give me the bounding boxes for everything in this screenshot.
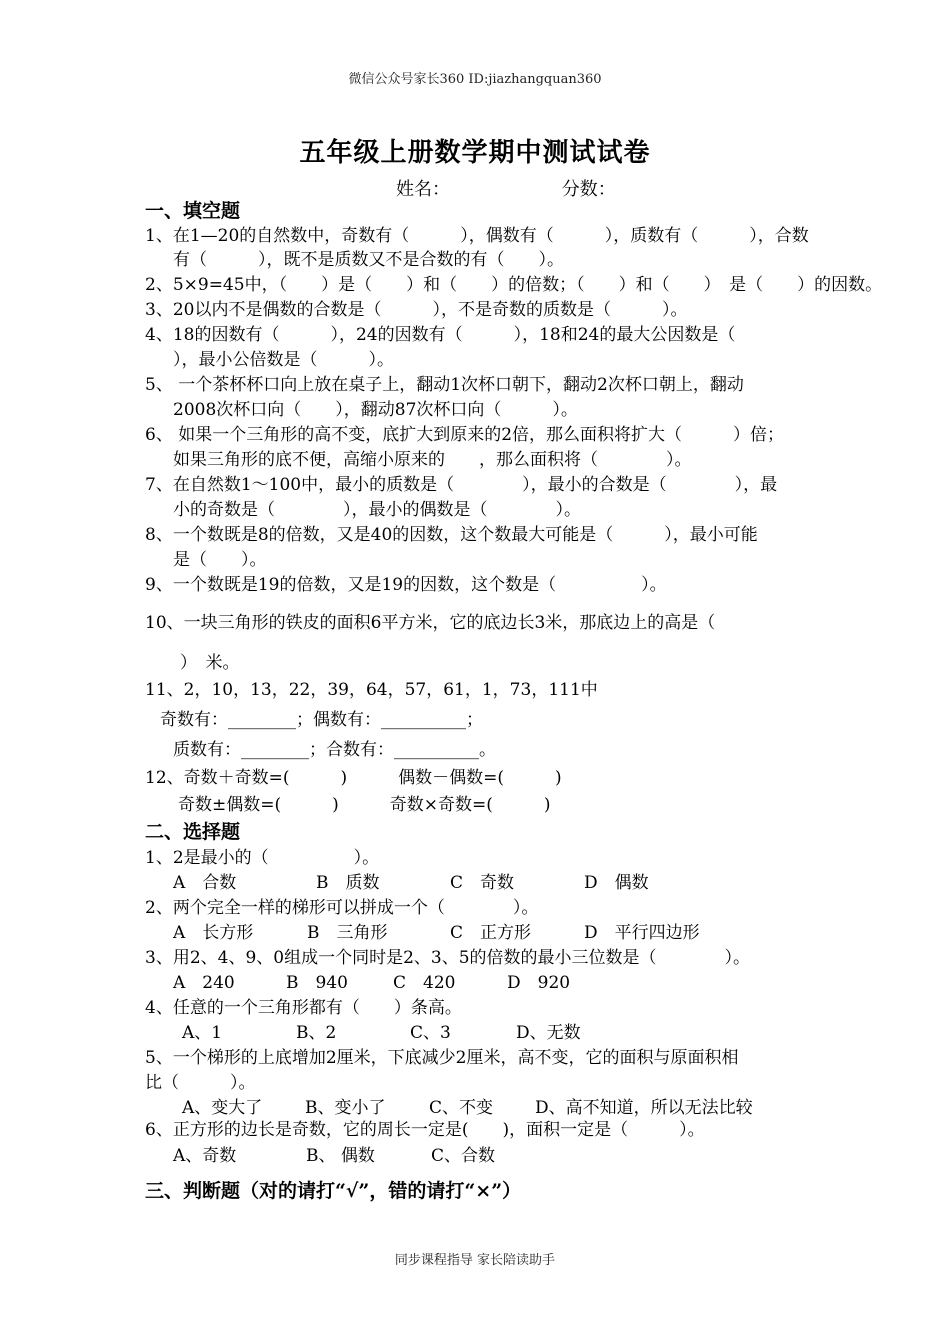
choice-5-options <box>182 1097 753 1119</box>
choice-option: A 合数 <box>173 873 237 893</box>
page-header: 微信公众号家长360 ID:jiazhangquan360 <box>348 72 602 87</box>
question-12-line-2: 奇数±偶数=( ) 奇数×奇数=( ) <box>178 795 551 815</box>
question-8-line-2: 是（ ）。 <box>173 550 267 570</box>
choice-option: D 平行四边形 <box>584 923 700 943</box>
choice-option: D、无数 <box>516 1023 581 1043</box>
choice-5-line-2: 比（ ）。 <box>145 1073 256 1093</box>
exam-title: 五年级上册数学期中测试试卷 <box>299 138 651 168</box>
choice-option: D 偶数 <box>584 873 649 893</box>
choice-option: B 三角形 <box>307 923 388 943</box>
choice-option: C、3 <box>410 1023 451 1043</box>
question-2: 2、5×9=45中，（ ）是（ ）和（ ）的倍数；（ ）和（ ） 是（ ）的因数。 <box>145 275 883 295</box>
name-label: 姓名： <box>396 179 450 200</box>
choice-option: B 质数 <box>316 873 380 893</box>
question-5-line-1: 5、 一个茶杯杯口向上放在桌子上，翻动1次杯口朝下，翻动2次杯口朝上，翻动 <box>145 375 744 395</box>
question-7-line-2: 小的奇数是（ ），最小的偶数是（ ）。 <box>173 500 581 520</box>
question-5-line-2: 2008次杯口向（ ），翻动87次杯口向（ ）。 <box>173 400 578 420</box>
page-footer: 同步课程指导 家长陪读助手 <box>394 1253 556 1268</box>
question-7-line-1: 7、在自然数1～100中，最小的质数是（ ），最小的合数是（ ），最 <box>145 475 778 495</box>
question-1-line-2: 有（ ），既不是质数又不是合数的有（ ）。 <box>173 250 564 270</box>
choice-option: B、变小了 <box>305 1098 386 1118</box>
choice-3-options <box>173 972 570 994</box>
section-multiple-choice: 二、选择题 <box>145 821 241 843</box>
question-9: 9、一个数既是19的倍数，又是19的因数，这个数是（ ）。 <box>145 575 667 595</box>
choice-5-line-1: 5、一个梯形的上底增加2厘米，下底减少2厘米，高不变，它的面积与原面积相 <box>145 1048 739 1068</box>
choice-option: A、变大了 <box>182 1098 263 1118</box>
choice-option: A、奇数 <box>173 1146 237 1166</box>
choice-2-options <box>173 922 700 944</box>
choice-6-options <box>173 1145 495 1167</box>
choice-3: 3、用2、4、9、0组成一个同时是2、3、5的倍数的最小三位数是（ ）。 <box>145 948 751 968</box>
choice-1-options <box>173 872 649 894</box>
question-6-line-1: 6、 如果一个三角形的高不变，底扩大到原来的2倍，那么面积将扩大（ ）倍； <box>145 425 785 445</box>
choice-option: C 正方形 <box>450 923 532 943</box>
section-true-false: 三、判断题（对的请打“√”，错的请打“×”） <box>145 1180 522 1202</box>
name-score-row <box>396 175 616 201</box>
question-11-prime-composite: 质数有：________；合数有：__________。 <box>173 740 496 760</box>
choice-option: B 940 <box>286 973 348 993</box>
choice-option: C 420 <box>393 973 456 993</box>
score-label: 分数： <box>561 179 616 200</box>
choice-option: A 240 <box>173 973 235 993</box>
choice-option: A 长方形 <box>173 923 254 943</box>
choice-4: 4、任意的一个三角形都有（ ）条高。 <box>145 998 462 1018</box>
choice-option: C 奇数 <box>450 873 515 893</box>
question-10-line-1: 10、一块三角形的铁皮的面积6平方米，它的底边长3米，那底边上的高是（ <box>145 613 716 633</box>
question-6-line-2: 如果三角形的底不便，高缩小原来的 ，那么面积将（ ）。 <box>173 450 692 470</box>
question-12-line-1: 12、奇数＋奇数=( ) 偶数－偶数=( ) <box>145 768 562 788</box>
choice-option: B、2 <box>296 1023 337 1043</box>
choice-option: C、合数 <box>431 1146 496 1166</box>
choice-option: D 920 <box>507 973 571 993</box>
question-1-line-1: 1、在1—20的自然数中，奇数有（ ），偶数有（ ），质数有（ ），合数 <box>145 226 809 246</box>
choice-2: 2、两个完全一样的梯形可以拼成一个（ ）。 <box>145 898 539 918</box>
question-3: 3、20以内不是偶数的合数是（ ），不是奇数的质数是（ ）。 <box>145 300 688 320</box>
question-11: 11、2，10，13，22，39，64，57，61，1，73，111中 <box>145 680 598 700</box>
question-8-line-1: 8、一个数既是8的倍数，又是40的因数，这个数最大可能是（ ），最小可能 <box>145 525 758 545</box>
choice-option: A、1 <box>182 1023 223 1043</box>
choice-option: D、高不知道，所以无法比较 <box>535 1098 753 1118</box>
choice-option: C、不变 <box>429 1098 494 1118</box>
choice-6: 6、正方形的边长是奇数，它的周长一定是( )，面积一定是（ ）。 <box>145 1120 705 1140</box>
choice-1: 1、2是最小的（ ）。 <box>145 848 380 868</box>
section-fill-blank: 一、填空题 <box>145 200 241 222</box>
choice-4-options <box>182 1022 581 1044</box>
question-10-line-2: ） 米。 <box>180 653 240 673</box>
question-4-line-1: 4、18的因数有（ ），24的因数有（ ），18和24的最大公因数是（ <box>145 325 736 345</box>
question-4-line-2: ），最小公倍数是（ ）。 <box>173 350 394 370</box>
question-11-odd-even: 奇数有：________；偶数有：__________； <box>160 710 483 730</box>
choice-option: B、 偶数 <box>306 1146 375 1166</box>
